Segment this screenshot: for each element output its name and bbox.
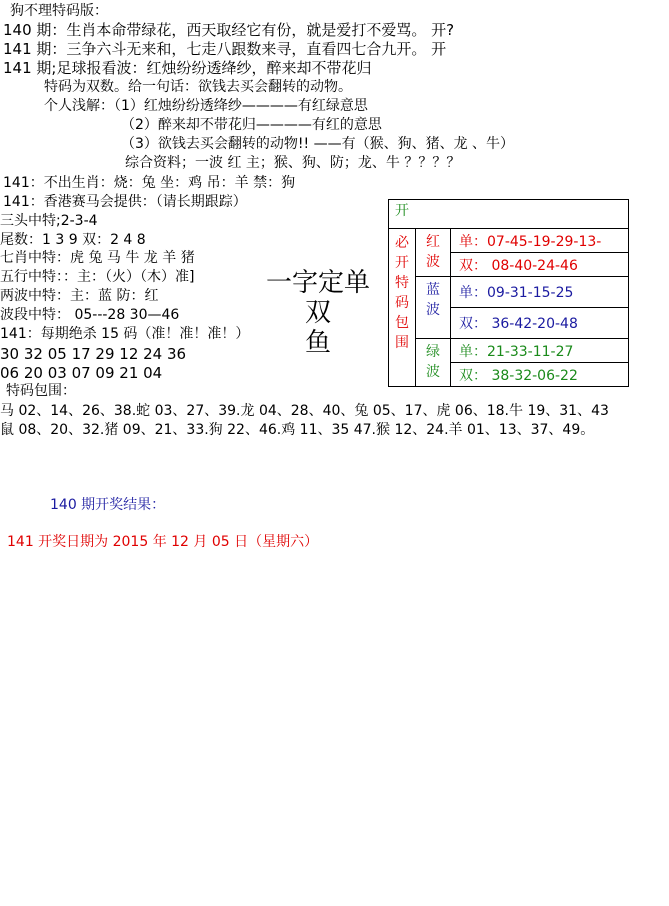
blue-shuang-values: 36-42-20-48 bbox=[491, 316, 578, 332]
kill-numbers-row-2: 06 20 03 07 09 21 04 bbox=[0, 364, 163, 382]
must-open-label bbox=[389, 229, 416, 387]
wave-table-head: 开 bbox=[389, 200, 629, 229]
analysis-2: （2）醉来却不带花归————有红的意思 bbox=[121, 117, 382, 133]
blue-shuang-row bbox=[451, 308, 629, 339]
wave-table bbox=[388, 199, 629, 387]
result-title: 140 期开奖结果： bbox=[50, 497, 166, 513]
wrap-label: 特码包围： bbox=[6, 383, 76, 399]
verse-140: 140 期：生肖本命带绿花，西天取经它有份，就是爱打不爱骂。 开? bbox=[3, 21, 455, 39]
kill-numbers-row-1: 30 32 05 17 29 12 24 36 bbox=[0, 345, 187, 363]
blue-dan-values: 09-31-15-25 bbox=[487, 285, 574, 301]
football-hint: 141 期;足球报看波：红烛纷纷透绛纱，醉来却不带花归 bbox=[3, 59, 372, 77]
odd-even-title bbox=[258, 268, 378, 358]
wave-segment: 波段中特： 05---28 30—46 bbox=[0, 307, 180, 323]
red-shuang-values: 08-40-24-46 bbox=[491, 257, 578, 274]
green-dan-row bbox=[451, 339, 629, 363]
green-shuang-values: 38-32-06-22 bbox=[491, 367, 578, 384]
red-wave-text: 红波 bbox=[426, 234, 440, 270]
analysis-1: 个人浅解：（1）红烛纷纷透绛纱————有红绿意思 bbox=[44, 98, 368, 114]
tail-numbers: 尾数：1 3 9 双：2 4 8 bbox=[0, 232, 146, 248]
red-dan-label: 单： bbox=[459, 233, 487, 250]
five-elements: 五行中特：：主：（火）（木）准] bbox=[0, 269, 195, 285]
draw-date: 141 开奖日期为 2015 年 12 月 05 日（星期六） bbox=[7, 534, 319, 550]
page-title: 狗不理特码版： bbox=[10, 3, 108, 19]
red-shuang-row bbox=[451, 253, 629, 277]
green-shuang-label: 双： bbox=[459, 367, 487, 384]
red-dan-row bbox=[451, 229, 629, 253]
two-wave: 两波中特：主：蓝 防：红 bbox=[0, 288, 159, 304]
odd-even-title-line1: 一字定单双 bbox=[265, 268, 370, 328]
odd-even-title-line2: 鱼 bbox=[304, 328, 331, 358]
must-open-text: 必开特码包围 bbox=[395, 235, 409, 351]
not-out-zodiac: 141：不出生肖：烧：兔 坐：鸡 吊：羊 禁：狗 bbox=[3, 175, 296, 191]
seven-zodiac: 七肖中特：虎 兔 马 牛 龙 羊 猪 bbox=[0, 250, 195, 266]
blue-dan-label: 单： bbox=[459, 285, 487, 301]
blue-wave-label bbox=[416, 277, 451, 339]
green-wave-label bbox=[416, 339, 451, 387]
red-shuang-label: 双： bbox=[459, 257, 487, 274]
summary: 综合资料；一波 红 主；猴、狗、防；龙、牛 ？？？？ bbox=[125, 155, 461, 171]
analysis-3: （3）欲钱去买会翻转的动物!! ——有（猴、狗、猪、龙 、牛） bbox=[121, 136, 515, 152]
top-three: 三头中特;2-3-4 bbox=[0, 213, 98, 229]
green-dan-label: 单： bbox=[459, 343, 487, 360]
blue-shuang-label: 双： bbox=[459, 316, 487, 332]
red-wave-label bbox=[416, 229, 451, 277]
wrap-row-2: 鼠 08、20、32.猪 09、21、33.狗 22、46.鸡 11、35 47.猴 12、24.羊 01、13、37、49。 bbox=[0, 422, 595, 438]
hk-provided: 141：香港赛马会提供：（请长期跟踪） bbox=[3, 194, 247, 210]
verse-141: 141 期：三争六斗无来和，七走八跟数来寻，直看四七合九开。 开 bbox=[3, 40, 447, 58]
wrap-row-1: 马 02、14、26、38.蛇 03、27、39.龙 04、28、40、兔 05、17、虎 06、18.牛 19、31、43 bbox=[0, 403, 609, 419]
blue-wave-text: 蓝波 bbox=[426, 282, 440, 318]
blue-dan-row bbox=[451, 277, 629, 308]
red-dan-values: 07-45-19-29-13- bbox=[487, 233, 602, 250]
green-wave-text: 绿波 bbox=[426, 344, 440, 380]
green-shuang-row bbox=[451, 363, 629, 387]
green-dan-values: 21-33-11-27 bbox=[487, 343, 574, 360]
special-even-hint: 特码为双数。给一句话：欲钱去买会翻转的动物。 bbox=[44, 79, 352, 95]
kill-numbers: 141：每期绝杀 15 码（准！准！准！） bbox=[0, 326, 250, 342]
